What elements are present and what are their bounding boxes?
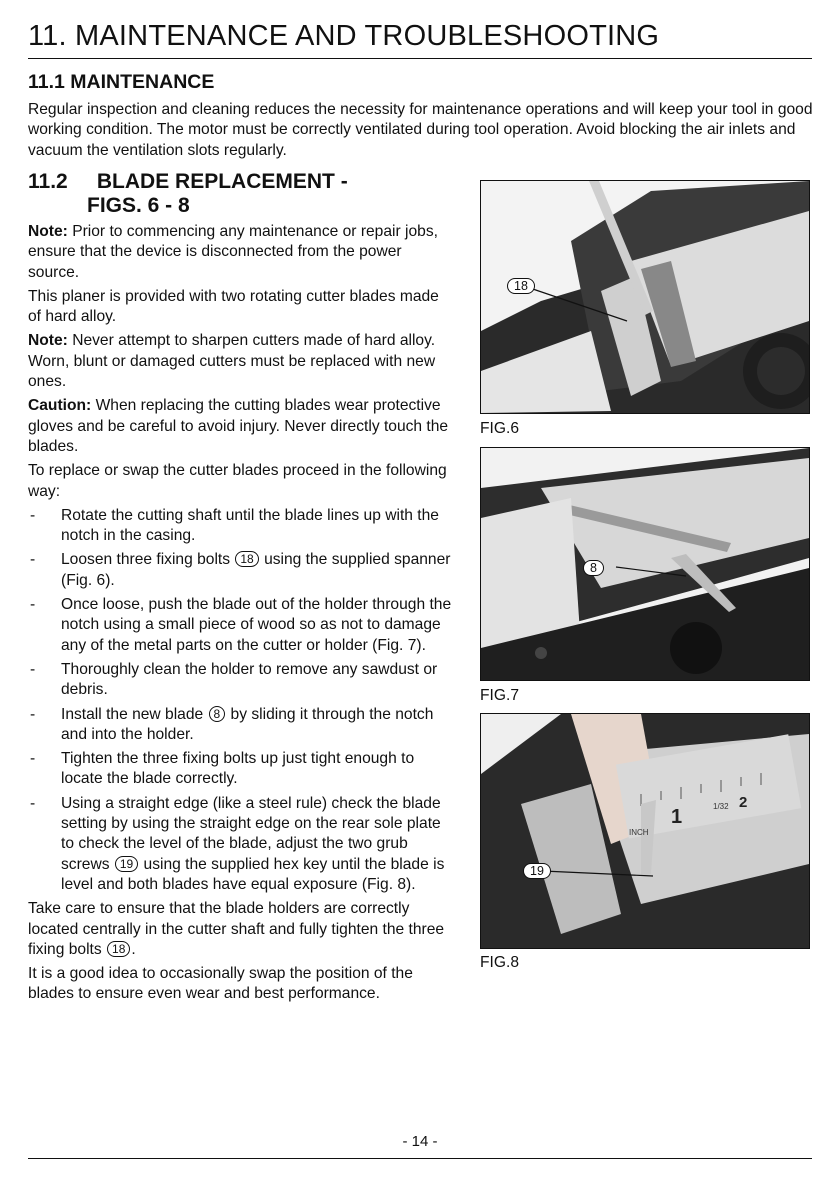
- figure-7-photo: [480, 447, 810, 681]
- section-heading-figs: FIGS. 6 - 8: [87, 194, 190, 217]
- section-heading-maintenance: 11.1 MAINTENANCE: [28, 71, 215, 93]
- list-item: - Loosen three fixing bolts 18 using the supplied spanner (Fig. 6).: [30, 551, 451, 589]
- list-item: - Tighten the three fixing bolts up just tight enough to locate the blade correctly.: [30, 750, 415, 788]
- note-sharpen: Note: Never attempt to sharpen cutters made of hard alloy. Worn, blunt or damaged cutters must be replaced with new ones.: [28, 332, 436, 391]
- figure-8-caption: FIG.8: [480, 954, 519, 971]
- procedure-intro: To replace or swap the cutter blades proceed in the following way:: [28, 462, 447, 500]
- caution-gloves: Caution: When replacing the cutting blades wear protective gloves and be careful to avoid injury. Never directly touch the blades.: [28, 397, 449, 455]
- page-number: - 14 -: [402, 1133, 438, 1150]
- ref-number-badge: 8: [209, 706, 226, 722]
- figure-8-photo: [480, 713, 810, 949]
- section-heading-blade-replacement: 11.2 BLADE REPLACEMENT -: [28, 170, 348, 193]
- ref-number-badge: 18: [107, 941, 130, 957]
- list-item: - Using a straight edge (like a steel rule) check the blade setting by using the straight edge on the rear sole plate to check the level of the blade, adjust the two grub screws 19 using the supplied hex key until the blade is level and both blades have equal exposure (Fig. 8).: [30, 794, 445, 893]
- swap-tip-paragraph: It is a good idea to occasionally swap the position of the blades to ensure even wear and best performance.: [28, 965, 413, 1003]
- ruler-mark-2: 2: [739, 794, 748, 811]
- note-disconnect: Note: Prior to commencing any maintenance or repair jobs, ensure that the device is disconnected from the power source.: [28, 223, 438, 281]
- ref-number-badge: 18: [235, 551, 258, 567]
- list-item: - Once loose, push the blade out of the holder through the notch using a small piece of wood so as not to damage any of the metal parts on the cutter or holder (Fig. 7).: [30, 596, 452, 654]
- callout-fixing-bolts: 18: [507, 278, 535, 294]
- figure-6-photo: [480, 180, 810, 414]
- figure-7-caption: FIG.7: [480, 687, 519, 704]
- figure-6-caption: FIG.6: [480, 420, 519, 437]
- callout-grub-screws: 19: [523, 863, 551, 879]
- callout-blade: 8: [583, 560, 604, 576]
- ref-number-badge: 19: [115, 856, 138, 872]
- ruler-scale-label: 1/32: [713, 802, 729, 811]
- list-item: - Thoroughly clean the holder to remove any sawdust or debris.: [30, 660, 438, 699]
- procedure-steps: [28, 506, 456, 895]
- ruler-mark-1: 1: [671, 806, 683, 828]
- page-title: 11. MAINTENANCE AND TROUBLESHOOTING: [28, 18, 812, 59]
- list-item: - Install the new blade 8 by sliding it through the notch and into the holder.: [30, 705, 434, 743]
- maintenance-paragraph: Regular inspection and cleaning reduces the necessity for maintenance operations and will keep your tool in good working condition. The motor must be correctly ventilated during tool operation. Avoid blocking the air inlets and vacuum the ventilation slots regularly.: [28, 101, 813, 159]
- footer-rule: [28, 1158, 812, 1159]
- holder-check-paragraph: Take care to ensure that the blade holders are correctly located centrally in the cutter shaft and fully tighten the three fixing bolts 18 .: [28, 900, 445, 958]
- blade-replacement-text: [28, 222, 456, 1009]
- ruler-inch-label: INCH: [629, 828, 649, 837]
- list-item: - Rotate the cutting shaft until the blade lines up with the notch in the casing.: [30, 506, 439, 545]
- blades-info: This planer is provided with two rotating cutter blades made of hard alloy.: [28, 287, 439, 326]
